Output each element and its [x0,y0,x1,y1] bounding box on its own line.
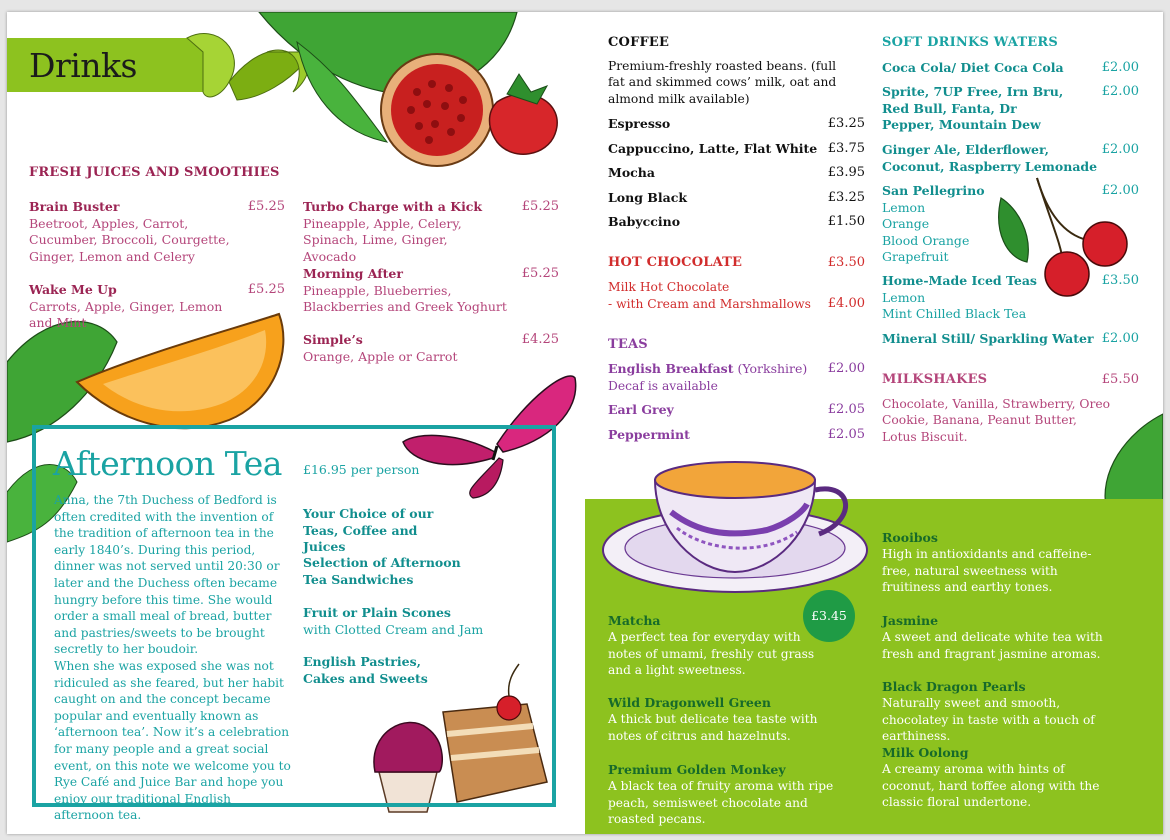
tea-price: £2.00 [827,361,865,376]
special-tea-item: Matcha A perfect tea for everyday with notes of umami, freshly cut grass and a light sweetness. [608,613,815,678]
coffee-item: Mocha [608,165,655,180]
hot-chocolate-line: - with Cream and Marshmallows [608,297,811,311]
milkshakes-price: £5.50 [1101,372,1139,387]
afternoon-tea-price: £16.95 per person [303,462,420,477]
page-title: Drinks [29,46,137,85]
special-tea-item: Black Dragon Pearls Naturally sweet and smooth, chocolatey in taste with a touch of earthiness. [882,679,1095,744]
coffee-item: Cappuccino, Latte, Flat White [608,141,818,156]
coffee-item: Long Black [608,190,687,205]
coffee-intro: Premium-freshly roasted beans. (full fat and skimmed cows’ milk, oat and almond milk available) [608,59,837,106]
coffee-item: Espresso [608,116,671,131]
menu-page [7,12,1163,834]
afternoon-tea-include: English Pastries, Cakes and Sweets [303,654,428,686]
afternoon-tea-include: Your Choice of our Teas, Coffee and Juices [303,506,434,554]
soft-drink-item: Mineral Still/ Sparkling Water [882,331,1094,346]
juice-item: Morning After Pineapple, Blueberries, Blackberries and Greek Yoghurt [303,266,507,314]
soft-drink-price: £2.00 [1101,183,1139,198]
hot-chocolate-price-2: £4.00 [827,296,865,311]
afternoon-tea-title: Afternoon Tea [53,444,282,483]
teas-heading: TEAS [608,337,648,352]
milkshakes-heading: MILKSHAKES [882,372,988,387]
juice-price: £5.25 [247,282,285,297]
juice-price: £5.25 [247,199,285,214]
special-tea-item: Jasmine A sweet and delicate white tea with fresh and fragrant jasmine aromas. [882,613,1103,661]
coffee-price: £3.25 [827,116,865,131]
coffee-heading: COFFEE [608,35,670,50]
juice-item: Turbo Charge with a Kick Pineapple, Apple, Celery, Spinach, Lime, Ginger, Avocado [303,199,483,264]
afternoon-tea-include: Fruit or Plain Scones with Clotted Cream and Jam [303,605,484,637]
juice-item: Wake Me Up Carrots, Apple, Ginger, Lemon and Mint [29,282,223,330]
soft-drink-price: £2.00 [1101,60,1139,75]
soft-drink-price: £3.50 [1101,273,1139,288]
soft-drink-item: San Pellegrino Lemon Orange Blood Orange Grapefruit [882,183,985,264]
juice-price: £5.25 [521,266,559,281]
coffee-price: £3.95 [827,165,865,180]
tea-item: English Breakfast (Yorkshire) Decaf is available [608,361,808,393]
soft-drink-item: Sprite, 7UP Free, Irn Bru, Red Bull, Fanta, Dr Pepper, Mountain Dew [882,84,1064,132]
juices-heading: FRESH JUICES AND SMOOTHIES [29,165,280,180]
milkshakes-desc: Chocolate, Vanilla, Strawberry, Oreo Cookie, Banana, Peanut Butter, Lotus Biscuit. [882,397,1111,444]
juice-item: Brain Buster Beetroot, Apples, Carrot, Cucumber, Broccoli, Courgette, Ginger, Lemon and Celery [29,199,230,264]
juice-item: Simple’s Orange, Apple or Carrot [303,332,458,364]
soft-drink-price: £2.00 [1101,331,1139,346]
soft-drink-item: Ginger Ale, Elderflower, Coconut, Raspberry Lemonade [882,142,1098,174]
special-tea-item: Wild Dragonwell Green A thick but delicate tea taste with notes of citrus and hazelnuts. [608,695,818,743]
coffee-price: £1.50 [827,214,865,229]
afternoon-tea-story: Anna, the 7th Duchess of Bedford is often credited with the invention of the tradition of afternoon tea in the early 1840’s. During this period, dinner was not served until 20:30 or later and the Duchess often became hungry before this time. She would order a small meal of bread, butter and pastries/sweets to be brought secretly to her boudoir. When she was exposed she was not ridiculed as she feared, but her habit caught on and the concept became popular and eventually known as ‘afternoon tea’. Now it’s a celebration for many people and a great social event, on this note we welcome you to Rye Café and Juice Bar and hope you enjoy our traditional English afternoon tea. [54,493,291,823]
soft-drink-price: £2.00 [1101,142,1139,157]
soft-drink-item: Coca Cola/ Diet Coca Cola [882,60,1064,75]
juice-price: £5.25 [521,199,559,214]
special-tea-item: Premium Golden Monkey A black tea of fruity aroma with ripe peach, semisweet chocolate and roasted pecans. [608,762,834,827]
special-teas-price-badge: £3.45 [803,590,855,642]
coffee-price: £3.25 [827,190,865,205]
soft-drinks-heading: SOFT DRINKS WATERS [882,35,1058,50]
juice-price: £4.25 [521,332,559,347]
coffee-price: £3.75 [827,141,865,156]
soft-drink-price: £2.00 [1101,84,1139,99]
coffee-item: Babyccino [608,214,681,229]
afternoon-tea-include: Selection of Afternoon Tea Sandwiches [303,555,461,587]
hot-chocolate-line: Milk Hot Chocolate [608,280,730,294]
special-tea-item: Rooibos High in antioxidants and caffeine-free, natural sweetness with fruitiness and earthy tones. [882,530,1092,595]
hot-chocolate-price: £3.50 [827,255,865,270]
tea-price: £2.05 [827,427,865,442]
tea-item: Earl Grey [608,402,674,417]
tea-item: Peppermint [608,427,690,442]
special-tea-item: Milk Oolong A creamy aroma with hints of coconut, hard toffee along with the classic floral undertone. [882,745,1100,810]
hot-chocolate-heading: HOT CHOCOLATE [608,255,743,270]
tea-price: £2.05 [827,402,865,417]
soft-drink-item: Home-Made Iced Teas Lemon Mint Chilled Black Tea [882,273,1037,321]
